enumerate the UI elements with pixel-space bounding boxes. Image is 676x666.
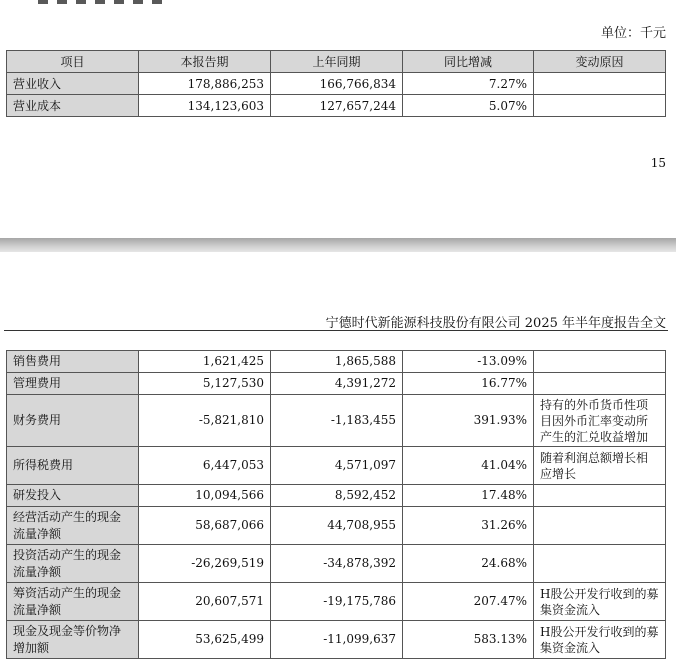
row-change: -13.09% (403, 351, 534, 373)
row-current: -5,821,810 (139, 395, 271, 447)
row-prior: 127,657,244 (271, 95, 403, 117)
row-current: 10,094,566 (139, 485, 271, 507)
row-prior: -34,878,392 (271, 545, 403, 583)
header-reason: 变动原因 (534, 51, 666, 73)
table-header-row (7, 51, 666, 73)
row-current: 53,625,499 (139, 621, 271, 659)
table-row (7, 485, 666, 507)
row-current: 20,607,571 (139, 583, 271, 621)
row-reason (534, 485, 666, 507)
unit-label: 单位：千元 (600, 26, 666, 41)
row-prior: -19,175,786 (271, 583, 403, 621)
table-row (7, 545, 666, 583)
row-change: 16.77% (403, 373, 534, 395)
row-change: 391.93% (403, 395, 534, 447)
row-reason: 随着利润总额增长相应增长 (534, 447, 666, 485)
table-row (7, 507, 666, 545)
table-row (7, 73, 666, 95)
row-item: 管理费用 (7, 373, 139, 395)
row-current: 6,447,053 (139, 447, 271, 485)
row-reason: H股公开发行收到的募集资金流入 (534, 583, 666, 621)
row-current: 5,127,530 (139, 373, 271, 395)
revenue-cost-table (6, 50, 666, 117)
row-reason: H股公开发行收到的募集资金流入 (534, 621, 666, 659)
row-reason (534, 373, 666, 395)
row-item: 营业成本 (7, 95, 139, 117)
table-row (7, 621, 666, 659)
row-change: 31.26% (403, 507, 534, 545)
row-prior: 8,592,452 (271, 485, 403, 507)
row-reason (534, 73, 666, 95)
header-divider (4, 330, 668, 331)
row-item: 营业收入 (7, 73, 139, 95)
row-prior: -1,183,455 (271, 395, 403, 447)
row-change: 24.68% (403, 545, 534, 583)
row-prior: 44,708,955 (271, 507, 403, 545)
company-header: 宁德时代新能源科技股份有限公司 2025 年半年度报告全文 (325, 316, 666, 331)
row-current: 178,886,253 (139, 73, 271, 95)
row-change: 17.48% (403, 485, 534, 507)
row-current: 58,687,066 (139, 507, 271, 545)
header-prior: 上年同期 (271, 51, 403, 73)
row-prior: -11,099,637 (271, 621, 403, 659)
table-row (7, 351, 666, 373)
table-row (7, 373, 666, 395)
row-prior: 4,391,272 (271, 373, 403, 395)
page-number: 15 (650, 156, 666, 170)
row-item: 销售费用 (7, 351, 139, 373)
cut-off-text (38, 0, 198, 4)
row-reason (534, 95, 666, 117)
header-current: 本报告期 (139, 51, 271, 73)
row-change: 5.07% (403, 95, 534, 117)
row-prior: 166,766,834 (271, 73, 403, 95)
row-reason (534, 507, 666, 545)
row-reason (534, 545, 666, 583)
header-change: 同比增减 (403, 51, 534, 73)
row-change: 207.47% (403, 583, 534, 621)
header-item: 项目 (7, 51, 139, 73)
row-prior: 1,865,588 (271, 351, 403, 373)
expense-cashflow-table (6, 350, 666, 659)
row-prior: 4,571,097 (271, 447, 403, 485)
row-item: 经营活动产生的现金流量净额 (7, 507, 139, 545)
row-current: 134,123,603 (139, 95, 271, 117)
row-reason: 持有的外币货币性项目因外币汇率变动所产生的汇兑收益增加 (534, 395, 666, 447)
table-row (7, 447, 666, 485)
row-item: 财务费用 (7, 395, 139, 447)
table-row (7, 95, 666, 117)
row-change: 41.04% (403, 447, 534, 485)
page-break (0, 238, 676, 252)
row-item: 现金及现金等价物净增加额 (7, 621, 139, 659)
row-change: 7.27% (403, 73, 534, 95)
row-item: 筹资活动产生的现金流量净额 (7, 583, 139, 621)
row-item: 所得税费用 (7, 447, 139, 485)
row-current: -26,269,519 (139, 545, 271, 583)
table-row (7, 583, 666, 621)
row-item: 投资活动产生的现金流量净额 (7, 545, 139, 583)
row-current: 1,621,425 (139, 351, 271, 373)
row-item: 研发投入 (7, 485, 139, 507)
row-change: 583.13% (403, 621, 534, 659)
table-row (7, 395, 666, 447)
row-reason (534, 351, 666, 373)
